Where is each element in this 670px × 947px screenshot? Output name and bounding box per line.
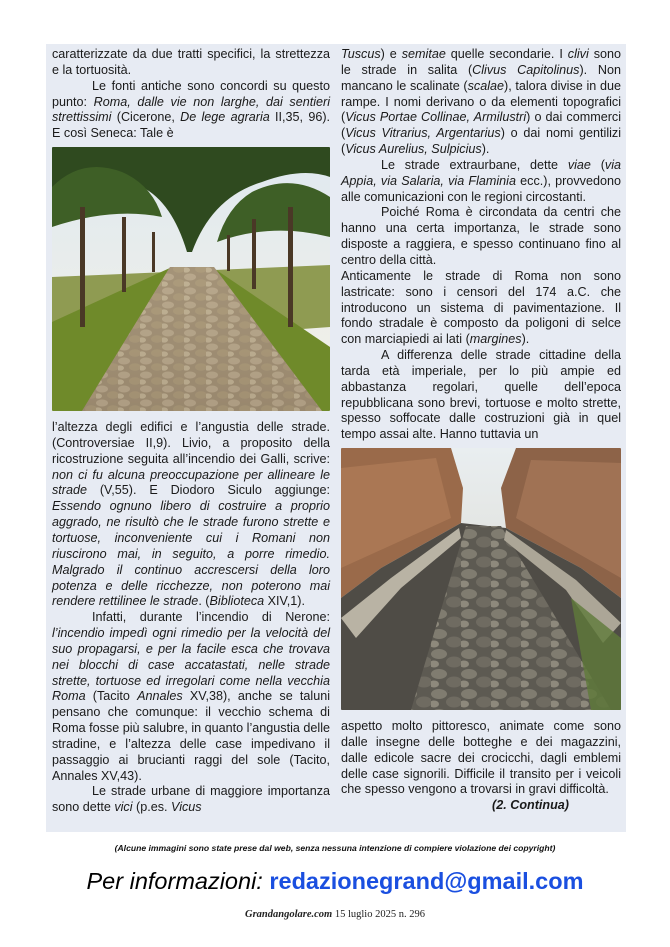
italic-span: Biblioteca [209,594,265,609]
italic-span: Vicus [171,800,202,815]
italic-span: l’incendio impedì ogni rimedio per la velocità del suo propagarsi, e per la facile esca che trovava nei blocchi di case accatastati, nelle strade strette, tortuose ed irregolari come nella vecchia Roma [52,626,330,704]
italic-span: via Appia, via Salaria, via Flaminia [341,157,621,188]
paragraph: Tuscus) e semitae quelle secondarie. I clivi sono le strade in salita (Clivus Capitolinus). Non mancano le scalinate (scalae), talora divise in due rampe. I nomi derivano o da elementi topografici (Vicus Portae Collinae, Armilustri) o dai commerci (Vicus Vitrarius, Argentarius) o dai nomi gentilizi (Vicus Aurelius, Sulpicius). [341,47,622,157]
italic-span: Clivus Capitolinus [472,62,580,77]
italic-span: Tuscus [341,47,381,61]
appian-way-photo [52,147,330,411]
italic-span: De lege agraria [180,110,270,125]
italic-span: Vicus Vitrarius, Argentarius [345,126,501,141]
left-column [52,47,330,816]
paragraph: A differenza delle strade cittadine della tarda età imperiale, per lo più ampie ed abbastanza regolari, quelle dell’epoca repubblicana sono brevi, tortuose e molto strette, spesso soffocate dalle costruzioni già in quel tempo assai alte. Hanno tuttavia un [341,348,621,442]
italic-span: clivi [567,47,589,61]
italic-span: viae [567,157,591,172]
footer-brand: Grandangolare.com [245,909,333,920]
contact-email-link[interactable]: redazionegrand@gmail.com [269,868,584,894]
italic-span: Roma, dalle vie non larghe, dai sentieri strettissimi [52,94,330,125]
paragraph: Poiché Roma è circondata da centri che hanno una certa importanza, le strade sono disposte a raggiera, e spesso continuano fino al centro della città. [341,205,621,267]
paragraph: Anticamente le strade di Roma non sono lastricate: sono i censori del 174 a.C. che introducono un sistema di pavimentazione. Il fondo stradale è composto da poligoni di selce con marciapiedi ai lati (margines). [341,268,621,347]
paragraph: Le strade extraurbane, dette viae (via Appia, via Salaria, via Flaminia ecc.), provvedono alle comunicazioni con le regioni circostanti. [341,157,621,204]
paragraph: Le fonti antiche sono concordi su questo punto: Roma, dalle vie non larghe, dai sentieri strettissimi (Cicerone, De lege agraria II,35, 96). E così Seneca: Tale è [52,78,331,141]
paragraph: aspetto molto pittoresco, animate come sono dalle insegne delle botteghe e dei magazzini, dalle edicole sacre dei crocicchi, dagli emblemi delle case signorili. Difficile il transito per i veicoli che spesso vengono a trovarsi in gravi difficoltà. [341,719,621,797]
paragraph: Infatti, durante l’incendio di Nerone: l’incendio impedì ogni rimedio per la velocità del suo propagarsi, e per la facile esca che trovava nei blocchi di case accatastati, nelle strade strette, tortuose ed irregolari come nella vecchia Roma (Tacito Annales XV,38), anche se taluni pensano che comunque: il vecchio schema di Roma fosse più salubre, in quanto l’angustia delle stradine, e l’altezza delle case impedivano il passaggio ai brucianti raggi del sole (Tacito, Annales XV,43). [52,610,331,783]
continued-label: (2. Continua) [492,798,569,813]
italic-span: scalae [467,78,504,93]
contact-line [0,868,670,895]
italic-span: margines [469,332,522,347]
footer-date: 15 luglio 2025 n. 296 [334,909,425,920]
italic-span: Vicus Aurelius, Sulpicius [345,142,482,157]
pompeii-street-photo [341,448,621,710]
italic-span: vici [114,800,133,815]
paragraph: Le strade urbane di maggiore importanza sono dette vici (p.es. Vicus [52,784,330,815]
right-column [341,47,621,814]
italic-span: Annales [137,689,183,704]
italic-span: non ci fu alcuna preoccupazione per allineare le strade [52,467,330,498]
copyright-disclaimer: (Alcune immagini sono state prese dal web, senza nessuna intenzione di compiere violazione dei copyright) [114,843,556,853]
footer [0,909,670,920]
paragraph: caratterizzate da due tratti specifici, la strettezza e la tortuosità. [52,47,330,77]
contact-label: Per informazioni: [86,868,263,894]
paragraph: l’altezza degli edifici e l’angustia delle strade. (Controversiae II,9). Livio, a proposito della ricostruzione seguita all’incendio dei Galli, scrive: non ci fu alcuna preoccupazione per allineare le strade (V,55). E Diodoro Siculo aggiunge: Essendo ognuno libero di costruire a proprio aggrado, ne risultò che le strade furono strette e tortuose, inconveniente cui i Romani non riuscirono mai, in seguito, a porre rimedio. Malgrado il continuo accrescersi della loro potenza e delle ricchezze, non poterono mai rendere rettilinee le strade. (Biblioteca XIV,1). [52,420,330,609]
italic-span: Essendo ognuno libero di costruire a proprio aggrado, ne risultò che le strade furono strette e tortuose, inconveniente cui i Romani non riuscirono mai, in seguito, a porre rimedio. Malgrado il continuo accrescersi della loro potenza e delle ricchezze, non poterono mai rendere rettilinee le strade [52,499,330,609]
italic-span: semitae [401,47,446,61]
italic-span: Vicus Portae Collinae, Armilustri [345,110,527,125]
